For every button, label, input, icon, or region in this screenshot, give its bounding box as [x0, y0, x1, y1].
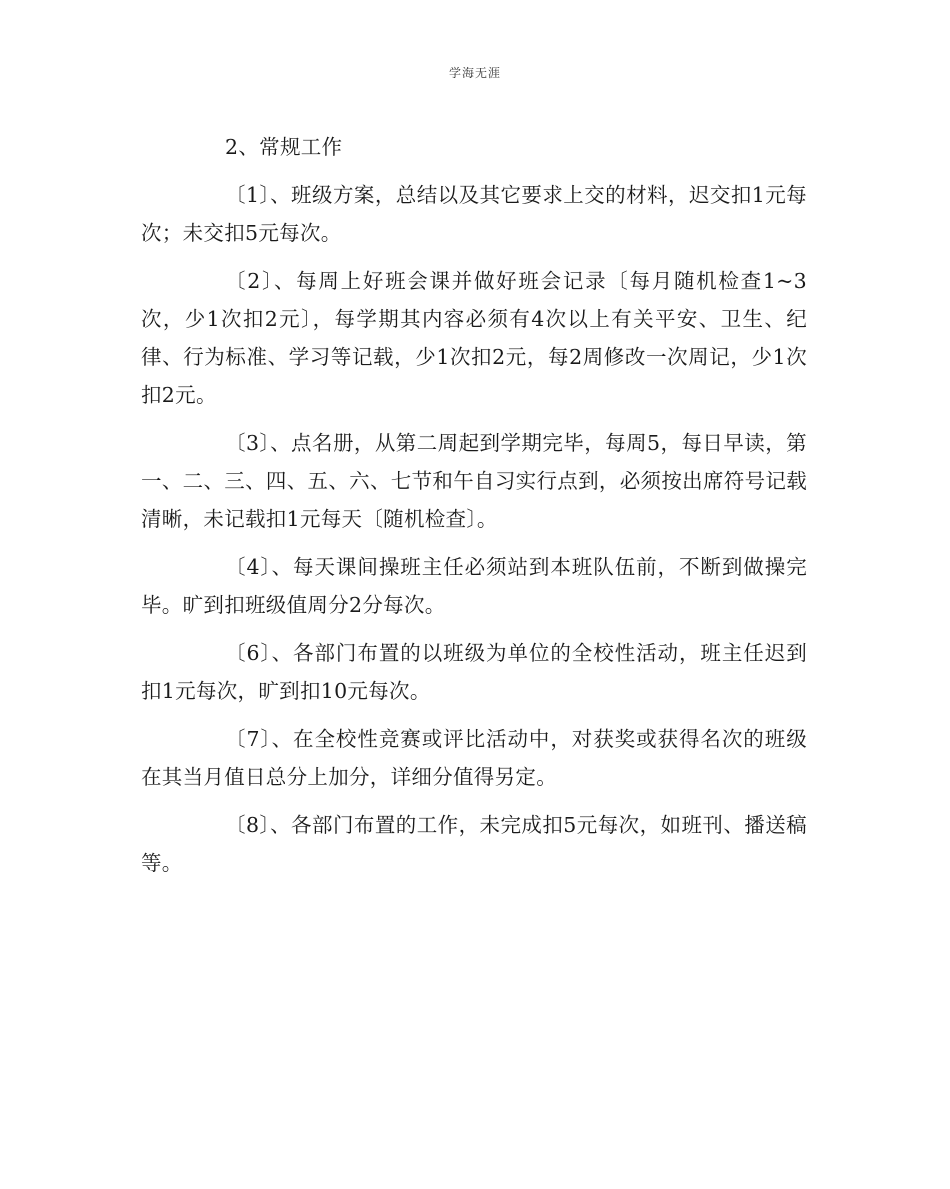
paragraph-item-6: 〔6〕、各部门布置的以班级为单位的全校性活动，班主任迟到扣1元每次，旷到扣10元每次。	[141, 641, 807, 703]
section-heading: 2、常规工作	[225, 135, 343, 159]
paragraph-item-8: 〔8〕、各部门布置的工作，未完成扣5元每次，如班刊、播送稿等。	[141, 813, 807, 875]
paragraph-item-4: 〔4〕、每天课间操班主任必须站到本班队伍前，不断到做操完毕。旷到扣班级值周分2分每次。	[141, 555, 807, 617]
paragraph-item-2: 〔2〕、每周上好班会课并做好班会记录〔每月随机检查1~3次，少1次扣2元〕，每学期其内容必须有4次以上有关平安、卫生、纪律、行为标准、学习等记载，少1次扣2元，每2周修改一次周记，少1次扣2元。	[141, 269, 807, 407]
page-header: 学海无涯	[448, 66, 501, 80]
document-body	[141, 128, 807, 892]
paragraph-item-1: 〔1〕、班级方案，总结以及其它要求上交的材料，迟交扣1元每次；未交扣5元每次。	[141, 183, 807, 245]
paragraph-item-7: 〔7〕、在全校性竞赛或评比活动中，对获奖或获得名次的班级在其当月值日总分上加分，详细分值得另定。	[141, 727, 807, 789]
paragraph-item-3: 〔3〕、点名册，从第二周起到学期完毕，每周5，每日早读，第一、二、三、四、五、六、七节和午自习实行点到，必须按出席符号记载清晰，未记载扣1元每天〔随机检查〕。	[141, 431, 807, 531]
